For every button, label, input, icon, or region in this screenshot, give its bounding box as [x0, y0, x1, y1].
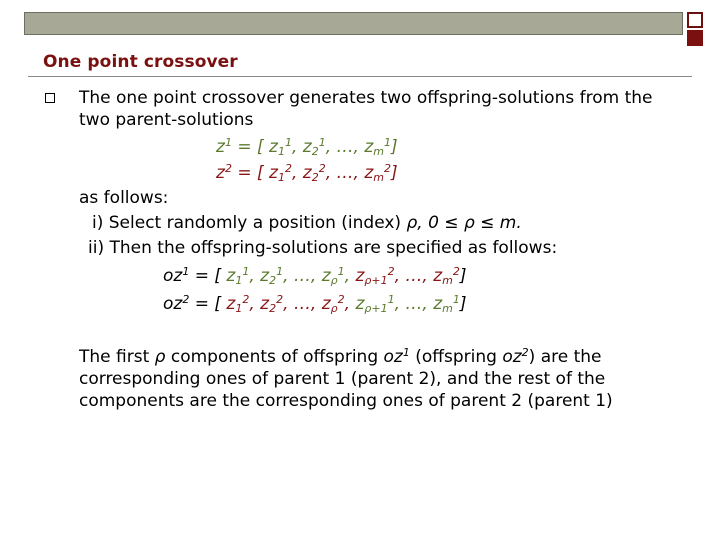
step-1-prefix: i) Select randomly a position (index): [92, 213, 407, 233]
eq-ellipsis: …: [405, 266, 423, 286]
eq-sup: 1: [318, 136, 326, 149]
eq-lhs: oz: [163, 294, 183, 314]
top-decoration-bar: [24, 12, 683, 35]
eq-sub: m: [373, 145, 384, 158]
eq-sup: 2: [452, 265, 460, 278]
eq-var: z: [226, 294, 236, 314]
paragraph-line1: [79, 346, 602, 368]
corner-square-outline: [687, 12, 703, 28]
eq-comma: ,: [325, 163, 337, 183]
eq-sup: 1: [452, 293, 460, 306]
eq-ellipsis: …: [293, 266, 311, 286]
eq-sup: 1: [384, 136, 391, 149]
eq-sup: 2: [337, 293, 345, 306]
eq-sub: 2: [311, 171, 319, 184]
eq-sub: ρ+1: [364, 302, 388, 315]
eq-comma: ,: [325, 137, 337, 157]
eq-comma: ,: [291, 163, 303, 183]
eq-sub: 1: [235, 302, 243, 315]
eq-var: z: [226, 266, 236, 286]
para-text: components of offspring: [165, 347, 384, 367]
eq-lhs-sup: 2: [224, 162, 232, 175]
step-1-rho: ρ: [406, 213, 418, 233]
eq-lhs-sup: 1: [182, 265, 190, 278]
para-text: (offspring: [409, 347, 503, 367]
equation-oz1: [163, 265, 467, 287]
eq-lhs: z: [216, 163, 225, 183]
eq-sub: ρ: [330, 302, 338, 315]
step-1-text: [92, 212, 522, 234]
eq-comma: ,: [344, 294, 356, 314]
para-oz2-sup: 2: [521, 346, 529, 359]
step-1-condition: , 0 ≤ ρ ≤ m.: [417, 213, 522, 233]
eq-sup: 2: [384, 162, 391, 175]
eq-comma: ,: [422, 266, 434, 286]
eq-comma: ,: [353, 137, 365, 157]
square-bullet-icon: [45, 93, 55, 103]
eq-comma: ,: [310, 266, 322, 286]
eq-sup: 1: [387, 293, 395, 306]
eq-var: z: [302, 137, 312, 157]
eq-sup: 1: [284, 136, 292, 149]
title-divider: [28, 76, 692, 77]
corner-square-filled: [687, 30, 703, 46]
eq-var: z: [355, 294, 365, 314]
eq-sub: m: [373, 171, 384, 184]
eq-sup: 1: [337, 265, 345, 278]
eq-comma: ,: [394, 294, 406, 314]
equation-z1: [216, 136, 398, 158]
eq-var: z: [364, 137, 374, 157]
eq-ellipsis: …: [336, 163, 354, 183]
eq-var: z: [364, 163, 374, 183]
eq-sup: 2: [387, 265, 395, 278]
eq-var: z: [355, 266, 365, 286]
eq-open: = [: [189, 266, 227, 286]
para-oz1-sup: 1: [402, 346, 410, 359]
eq-ellipsis: …: [336, 137, 354, 157]
eq-comma: ,: [249, 266, 261, 286]
eq-lhs: z: [216, 137, 225, 157]
eq-comma: ,: [291, 137, 303, 157]
eq-comma: ,: [344, 266, 356, 286]
eq-open: = [: [231, 163, 270, 183]
eq-var: z: [269, 163, 278, 183]
eq-var: z: [433, 294, 443, 314]
eq-sub: 2: [269, 274, 277, 287]
eq-sup: 2: [284, 162, 292, 175]
bullet-text-line2: two parent-solutions: [79, 110, 254, 130]
eq-sup: 2: [242, 293, 250, 306]
slide-title: One point crossover: [43, 52, 238, 72]
paragraph-line3: components are the corresponding ones of parent 2 (parent 1): [79, 391, 613, 411]
step-2-text: ii) Then the offspring-solutions are specified as follows:: [88, 238, 558, 258]
eq-comma: ,: [310, 294, 322, 314]
eq-ellipsis: …: [293, 294, 311, 314]
eq-var: z: [321, 294, 331, 314]
eq-comma: ,: [283, 294, 294, 314]
eq-comma: ,: [353, 163, 365, 183]
eq-sub: 1: [277, 171, 285, 184]
para-oz2: oz: [502, 347, 522, 367]
equation-z2: [216, 162, 398, 184]
eq-lhs-sup: 1: [224, 136, 232, 149]
eq-sub: m: [442, 274, 453, 287]
eq-sup: 1: [242, 265, 250, 278]
eq-lhs-sup: 2: [182, 293, 190, 306]
as-follows-text: as follows:: [79, 188, 169, 208]
eq-open: = [: [231, 137, 270, 157]
eq-var: z: [321, 266, 331, 286]
eq-close: ]: [459, 294, 467, 314]
eq-var: z: [260, 266, 270, 286]
bullet-text-line1: The one point crossover generates two offspring-solutions from the: [79, 88, 653, 108]
eq-sub: 2: [311, 145, 319, 158]
para-rho: ρ: [154, 347, 166, 367]
eq-sub: m: [442, 302, 453, 315]
eq-var: z: [433, 266, 443, 286]
para-oz1: oz: [383, 347, 403, 367]
eq-sub: 1: [277, 145, 285, 158]
eq-sub: ρ+1: [364, 274, 388, 287]
para-text: The first: [79, 347, 155, 367]
eq-sub: ρ: [330, 274, 338, 287]
eq-sup: 1: [276, 265, 284, 278]
eq-comma: ,: [394, 266, 406, 286]
eq-close: ]: [459, 266, 467, 286]
eq-sup: 2: [318, 162, 326, 175]
eq-ellipsis: …: [405, 294, 423, 314]
eq-comma: ,: [422, 294, 434, 314]
eq-sub: 2: [269, 302, 277, 315]
eq-comma: ,: [283, 266, 294, 286]
paragraph-line2: corresponding ones of parent 1 (parent 2), and the rest of the: [79, 369, 606, 389]
equation-oz2: [163, 293, 467, 315]
eq-var: z: [269, 137, 278, 157]
eq-close: ]: [391, 137, 398, 157]
eq-open: = [: [189, 294, 227, 314]
eq-close: ]: [391, 163, 398, 183]
eq-var: z: [260, 294, 270, 314]
eq-comma: ,: [249, 294, 261, 314]
eq-sub: 1: [235, 274, 243, 287]
eq-lhs: oz: [163, 266, 183, 286]
eq-sup: 2: [276, 293, 284, 306]
eq-var: z: [302, 163, 312, 183]
para-text: ) are the: [528, 347, 602, 367]
